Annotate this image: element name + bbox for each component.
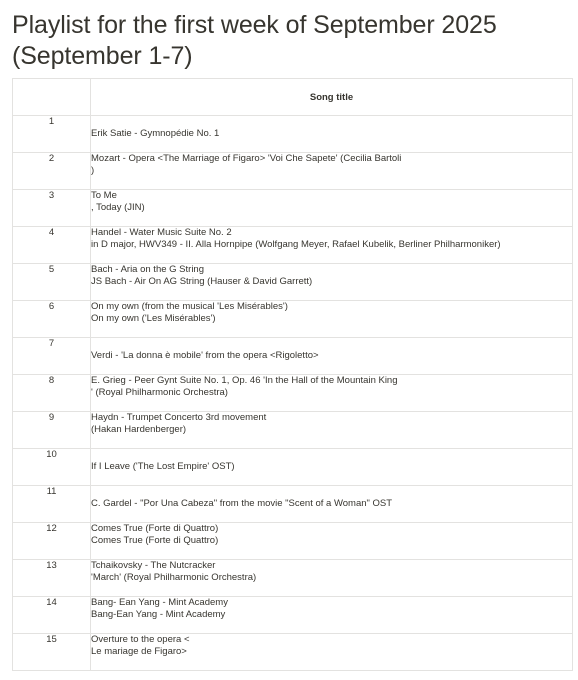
song-title-line-1: Tchaikovsky - The Nutcracker xyxy=(91,560,216,571)
song-title-cell xyxy=(91,597,573,634)
song-title-line-2: 'March' (Royal Philharmonic Orchestra) xyxy=(91,572,257,583)
table-row xyxy=(13,227,573,264)
table-row xyxy=(13,634,573,671)
track-number: 10 xyxy=(13,449,91,486)
track-number: 15 xyxy=(13,634,91,671)
song-title-line-2: If I Leave ('The Lost Empire' OST) xyxy=(91,461,235,472)
song-title-line-2: Erik Satie - Gymnopédie No. 1 xyxy=(91,128,220,139)
table-header-row xyxy=(13,79,573,116)
track-number: 2 xyxy=(13,153,91,190)
table-row xyxy=(13,264,573,301)
song-title-line-2: JS Bach - Air On AG String (Hauser & David Garrett) xyxy=(91,276,313,287)
track-number: 3 xyxy=(13,190,91,227)
song-title-line-1: Mozart - Opera <The Marriage of Figaro> 'Voi Che Sapete' (Cecilia Bartoli xyxy=(91,153,402,164)
song-title-line-1: E. Grieg - Peer Gynt Suite No. 1, Op. 46 'In the Hall of the Mountain King xyxy=(91,375,398,386)
table-row xyxy=(13,116,573,153)
number-column-header xyxy=(13,79,91,116)
song-title-line-2: (Hakan Hardenberger) xyxy=(91,424,187,435)
table-row xyxy=(13,375,573,412)
table-row xyxy=(13,597,573,634)
track-number: 7 xyxy=(13,338,91,375)
song-title-line-1: To Me xyxy=(91,190,117,201)
track-number: 12 xyxy=(13,523,91,560)
song-title-line-1 xyxy=(91,486,572,498)
song-title-cell xyxy=(91,190,573,227)
playlist-table xyxy=(12,78,573,671)
song-title-cell xyxy=(91,523,573,560)
song-title-cell xyxy=(91,634,573,671)
song-title-column-header: Song title xyxy=(91,79,573,116)
song-title-line-2: C. Gardel - "Por Una Cabeza" from the movie "Scent of a Woman" OST xyxy=(91,498,393,509)
song-title-cell xyxy=(91,153,573,190)
song-title-line-2: , Today (JIN) xyxy=(91,202,145,213)
song-title-line-2: in D major, HWV349 - II. Alla Hornpipe (Wolfgang Meyer, Rafael Kubelik, Berliner Philharmoniker) xyxy=(91,239,501,250)
song-title-line-2: On my own ('Les Misérables') xyxy=(91,313,216,324)
track-number: 11 xyxy=(13,486,91,523)
track-number: 4 xyxy=(13,227,91,264)
table-row xyxy=(13,153,573,190)
table-row xyxy=(13,486,573,523)
song-title-line-2: Bang-Ean Yang - Mint Academy xyxy=(91,609,226,620)
song-title-cell xyxy=(91,264,573,301)
song-title-line-1: Handel - Water Music Suite No. 2 xyxy=(91,227,232,238)
track-number: 5 xyxy=(13,264,91,301)
song-title-line-1 xyxy=(91,338,572,350)
song-title-cell xyxy=(91,560,573,597)
track-number: 14 xyxy=(13,597,91,634)
song-title-line-2: Verdi - 'La donna è mobile' from the opera <Rigoletto> xyxy=(91,350,319,361)
track-number: 6 xyxy=(13,301,91,338)
song-title-cell xyxy=(91,301,573,338)
song-title-cell xyxy=(91,412,573,449)
song-title-line-1: On my own (from the musical 'Les Misérables') xyxy=(91,301,288,312)
song-title-line-1 xyxy=(91,449,572,461)
song-title-cell xyxy=(91,375,573,412)
song-title-line-1: Comes True (Forte di Quattro) xyxy=(91,523,219,534)
track-number: 9 xyxy=(13,412,91,449)
table-row xyxy=(13,412,573,449)
track-number: 8 xyxy=(13,375,91,412)
table-row xyxy=(13,560,573,597)
song-title-line-1: Overture to the opera < xyxy=(91,634,190,645)
song-title-line-1: Bang- Ean Yang - Mint Academy xyxy=(91,597,228,608)
track-number: 1 xyxy=(13,116,91,153)
song-title-line-2: Le mariage de Figaro> xyxy=(91,646,187,657)
song-title-line-2: ) xyxy=(91,165,95,176)
table-row xyxy=(13,523,573,560)
song-title-cell xyxy=(91,116,573,153)
song-title-line-1 xyxy=(91,116,572,128)
song-title-line-1: Bach - Aria on the G String xyxy=(91,264,205,275)
song-title-cell xyxy=(91,449,573,486)
song-title-cell xyxy=(91,227,573,264)
song-title-line-2: Comes True (Forte di Quattro) xyxy=(91,535,219,546)
song-title-line-2: ' (Royal Philharmonic Orchestra) xyxy=(91,387,228,398)
page-title: Playlist for the first week of September 2025 (September 1-7) xyxy=(12,11,497,70)
table-row xyxy=(13,449,573,486)
table-row xyxy=(13,301,573,338)
table-row xyxy=(13,190,573,227)
song-title-cell xyxy=(91,486,573,523)
playlist-body xyxy=(13,116,573,671)
track-number: 13 xyxy=(13,560,91,597)
table-row xyxy=(13,338,573,375)
song-title-cell xyxy=(91,338,573,375)
song-title-line-1: Haydn - Trumpet Concerto 3rd movement xyxy=(91,412,267,423)
